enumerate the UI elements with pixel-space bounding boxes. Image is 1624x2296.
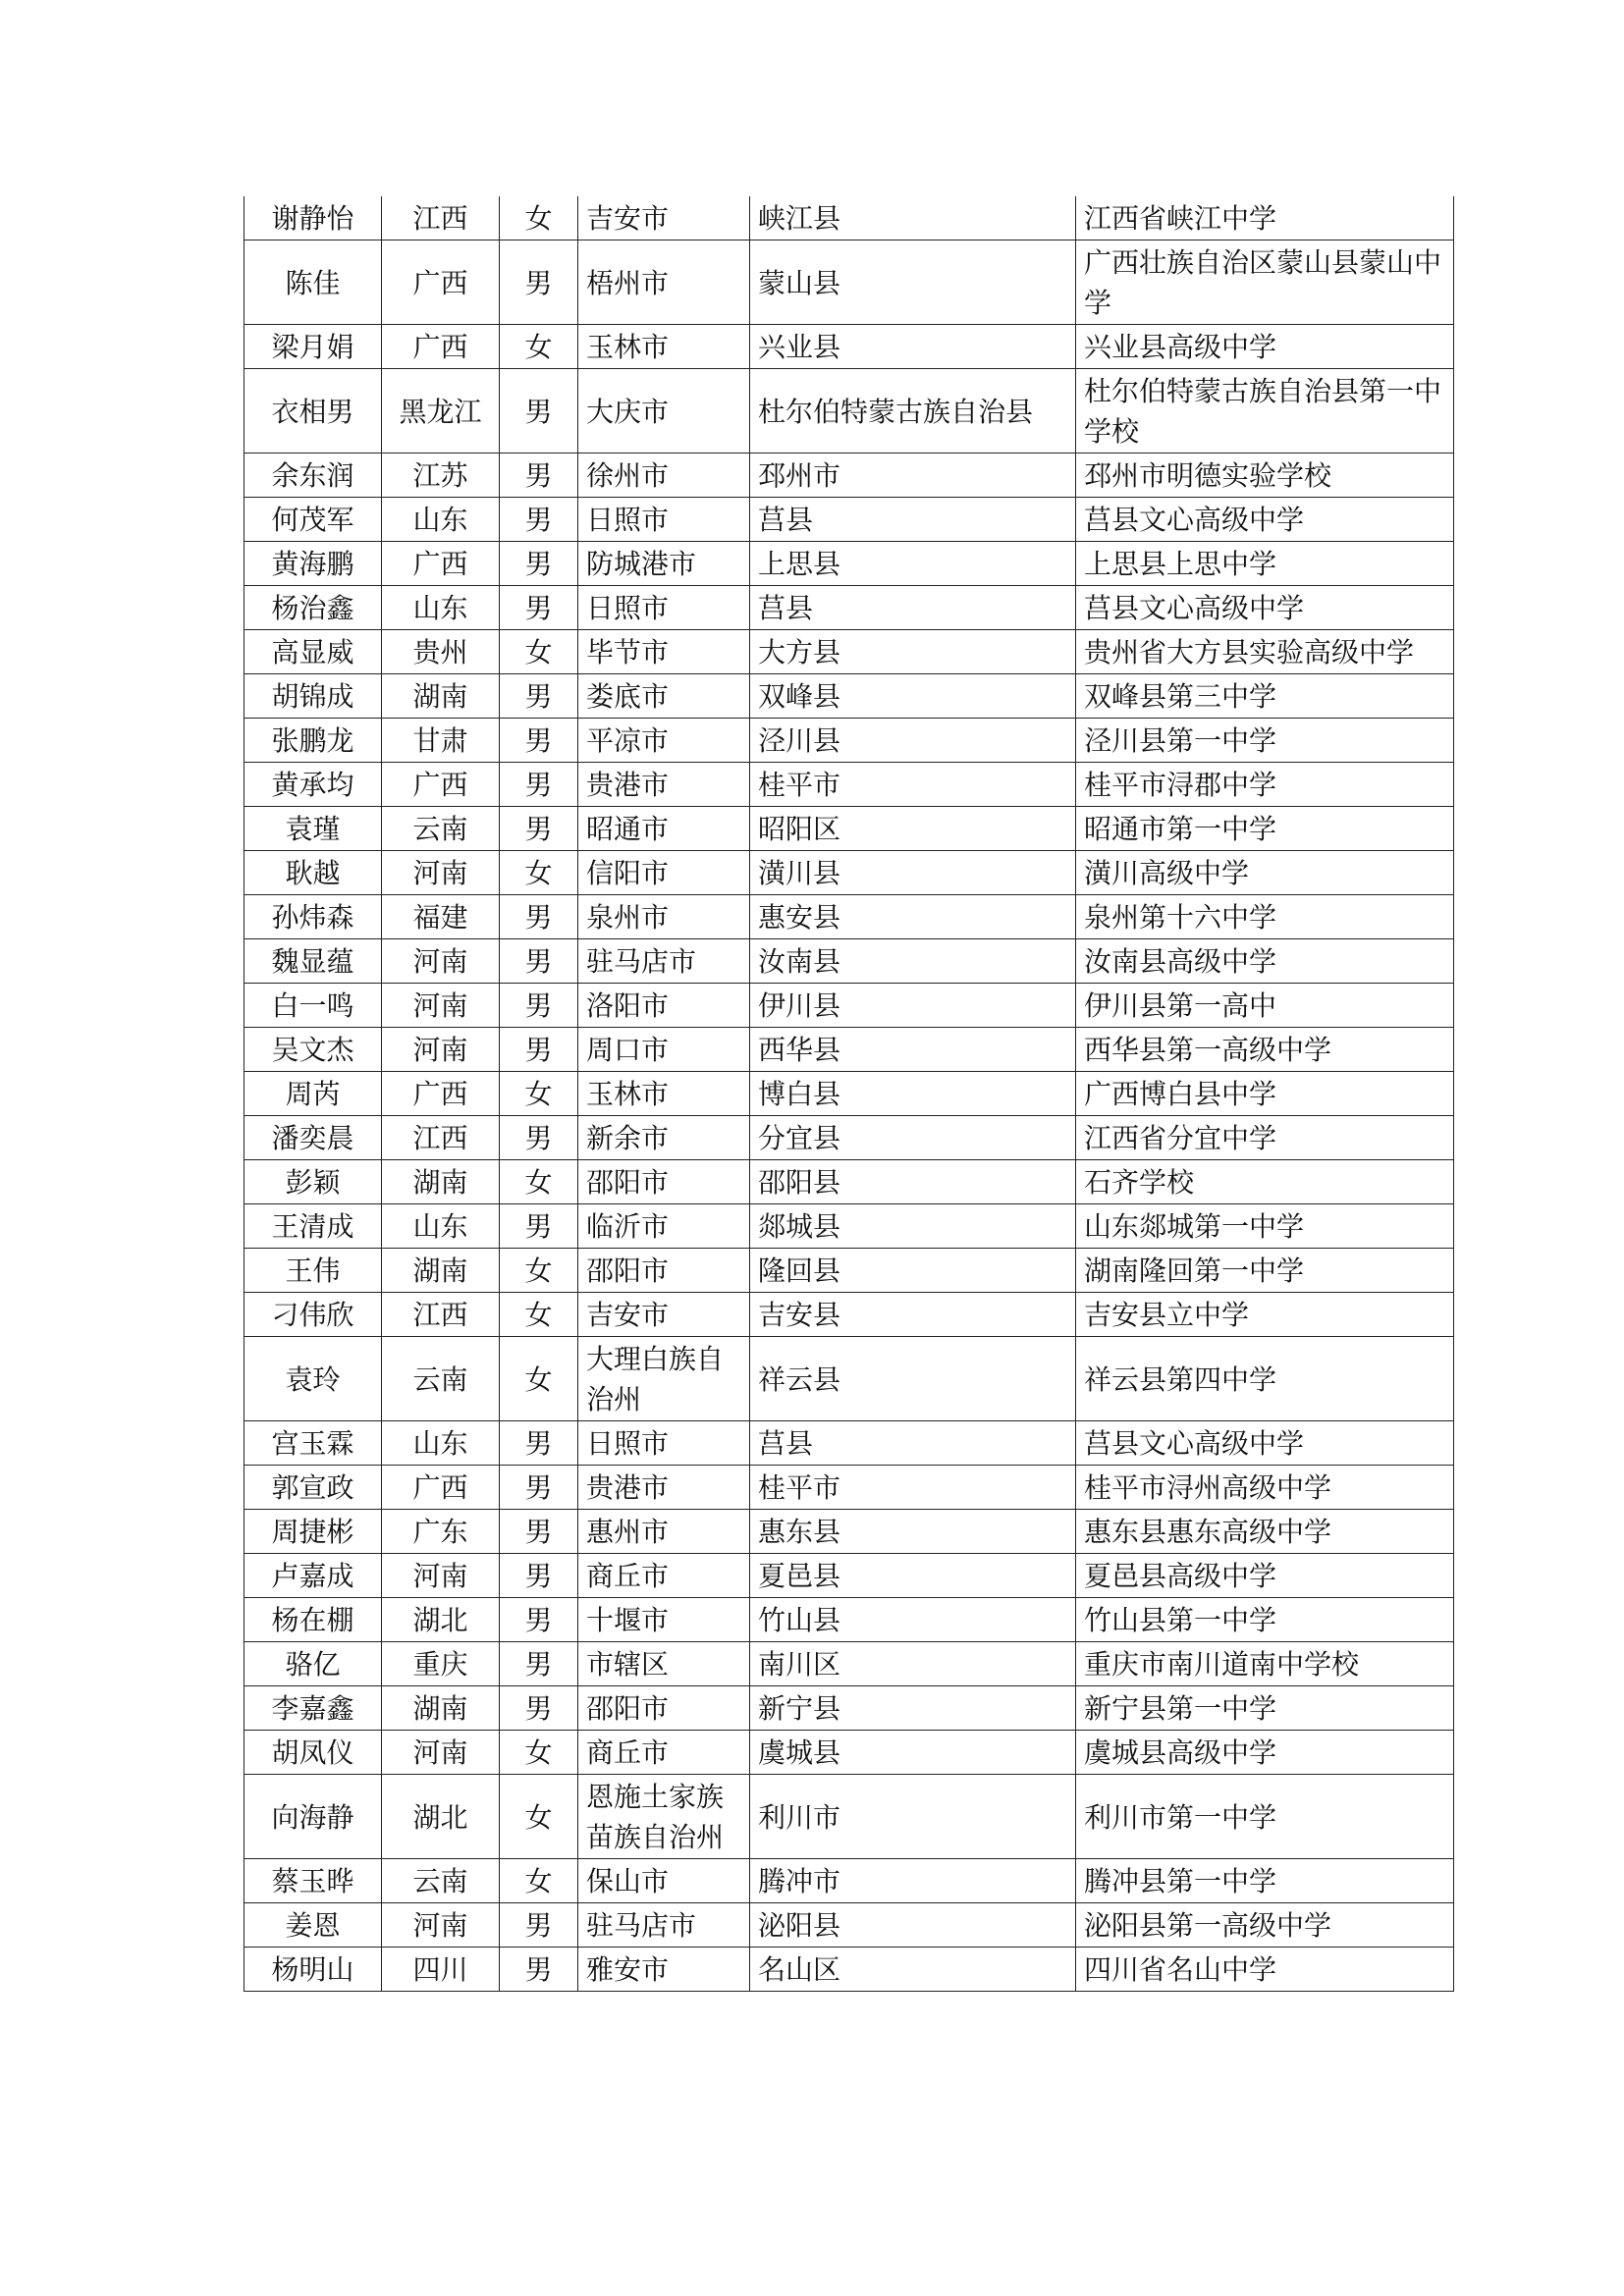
gender-cell: 男 <box>500 807 578 851</box>
city-cell: 贵港市 <box>578 1466 750 1510</box>
table-row <box>244 1903 1454 1948</box>
province-cell: 甘肃 <box>382 719 500 763</box>
table-row <box>244 498 1454 542</box>
province-cell: 江西 <box>382 1293 500 1337</box>
table-row <box>244 719 1454 763</box>
school-cell: 腾冲县第一中学 <box>1076 1859 1454 1903</box>
student-roster-table <box>244 196 1454 1992</box>
city-cell: 信阳市 <box>578 851 750 895</box>
province-cell: 贵州 <box>382 630 500 674</box>
student-name-cell: 谢静怡 <box>244 196 382 240</box>
city-cell: 惠州市 <box>578 1510 750 1554</box>
gender-cell: 女 <box>500 1337 578 1421</box>
student-name-cell: 周芮 <box>244 1072 382 1116</box>
student-name-cell: 袁玲 <box>244 1337 382 1421</box>
table-row <box>244 1028 1454 1072</box>
province-cell: 山东 <box>382 498 500 542</box>
province-cell: 山东 <box>382 1421 500 1466</box>
county-cell: 博白县 <box>750 1072 1076 1116</box>
school-cell: 潢川高级中学 <box>1076 851 1454 895</box>
school-cell: 惠东县惠东高级中学 <box>1076 1510 1454 1554</box>
gender-cell: 女 <box>500 1731 578 1775</box>
student-name-cell: 潘奕晨 <box>244 1116 382 1160</box>
table-row <box>244 1948 1454 1992</box>
student-name-cell: 梁月娟 <box>244 325 382 369</box>
city-cell: 大庆市 <box>578 369 750 454</box>
gender-cell: 男 <box>500 1466 578 1510</box>
province-cell: 福建 <box>382 895 500 939</box>
table-row <box>244 1686 1454 1731</box>
table-row <box>244 807 1454 851</box>
county-cell: 腾冲市 <box>750 1859 1076 1903</box>
county-cell: 桂平市 <box>750 1466 1076 1510</box>
city-cell: 吉安市 <box>578 1293 750 1337</box>
county-cell: 隆回县 <box>750 1249 1076 1293</box>
gender-cell: 男 <box>500 1554 578 1598</box>
student-name-cell: 刁伟欣 <box>244 1293 382 1337</box>
school-cell: 伊川县第一高中 <box>1076 984 1454 1028</box>
county-cell: 伊川县 <box>750 984 1076 1028</box>
table-row <box>244 674 1454 719</box>
school-cell: 广西博白县中学 <box>1076 1072 1454 1116</box>
province-cell: 河南 <box>382 984 500 1028</box>
school-cell: 利川市第一中学 <box>1076 1775 1454 1859</box>
city-cell: 十堰市 <box>578 1598 750 1642</box>
school-cell: 莒县文心高级中学 <box>1076 1421 1454 1466</box>
table-row <box>244 984 1454 1028</box>
city-cell: 新余市 <box>578 1116 750 1160</box>
city-cell: 商丘市 <box>578 1554 750 1598</box>
school-cell: 杜尔伯特蒙古族自治县第一中学校 <box>1076 369 1454 454</box>
province-cell: 重庆 <box>382 1642 500 1686</box>
student-name-cell: 陈佳 <box>244 240 382 325</box>
city-cell: 日照市 <box>578 498 750 542</box>
city-cell: 驻马店市 <box>578 1903 750 1948</box>
province-cell: 广东 <box>382 1510 500 1554</box>
table-row <box>244 1116 1454 1160</box>
province-cell: 云南 <box>382 1337 500 1421</box>
student-name-cell: 衣相男 <box>244 369 382 454</box>
student-name-cell: 黄承均 <box>244 763 382 807</box>
province-cell: 湖南 <box>382 674 500 719</box>
city-cell: 徐州市 <box>578 454 750 498</box>
province-cell: 河南 <box>382 1903 500 1948</box>
school-cell: 桂平市浔州高级中学 <box>1076 1466 1454 1510</box>
roster-body <box>244 196 1454 1992</box>
student-name-cell: 郭宣政 <box>244 1466 382 1510</box>
city-cell: 周口市 <box>578 1028 750 1072</box>
city-cell: 市辖区 <box>578 1642 750 1686</box>
gender-cell: 男 <box>500 1686 578 1731</box>
province-cell: 山东 <box>382 1204 500 1249</box>
gender-cell: 男 <box>500 895 578 939</box>
gender-cell: 男 <box>500 369 578 454</box>
table-row <box>244 1293 1454 1337</box>
student-name-cell: 向海静 <box>244 1775 382 1859</box>
school-cell: 桂平市浔郡中学 <box>1076 763 1454 807</box>
gender-cell: 女 <box>500 1249 578 1293</box>
county-cell: 夏邑县 <box>750 1554 1076 1598</box>
school-cell: 江西省峡江中学 <box>1076 196 1454 240</box>
school-cell: 四川省名山中学 <box>1076 1948 1454 1992</box>
student-name-cell: 白一鸣 <box>244 984 382 1028</box>
table-row <box>244 1731 1454 1775</box>
gender-cell: 男 <box>500 1903 578 1948</box>
student-name-cell: 杨治鑫 <box>244 586 382 630</box>
gender-cell: 女 <box>500 1859 578 1903</box>
gender-cell: 男 <box>500 1421 578 1466</box>
county-cell: 泾川县 <box>750 719 1076 763</box>
province-cell: 江西 <box>382 196 500 240</box>
student-name-cell: 胡锦成 <box>244 674 382 719</box>
student-name-cell: 杨在棚 <box>244 1598 382 1642</box>
province-cell: 云南 <box>382 1859 500 1903</box>
county-cell: 汝南县 <box>750 939 1076 984</box>
table-row <box>244 1160 1454 1204</box>
school-cell: 泉州第十六中学 <box>1076 895 1454 939</box>
city-cell: 雅安市 <box>578 1948 750 1992</box>
gender-cell: 女 <box>500 630 578 674</box>
province-cell: 江西 <box>382 1116 500 1160</box>
student-name-cell: 袁瑾 <box>244 807 382 851</box>
county-cell: 莒县 <box>750 586 1076 630</box>
gender-cell: 女 <box>500 325 578 369</box>
school-cell: 江西省分宜中学 <box>1076 1116 1454 1160</box>
province-cell: 云南 <box>382 807 500 851</box>
school-cell: 湖南隆回第一中学 <box>1076 1249 1454 1293</box>
table-row <box>244 1554 1454 1598</box>
county-cell: 惠安县 <box>750 895 1076 939</box>
city-cell: 贵港市 <box>578 763 750 807</box>
gender-cell: 女 <box>500 1160 578 1204</box>
school-cell: 重庆市南川道南中学校 <box>1076 1642 1454 1686</box>
county-cell: 潢川县 <box>750 851 1076 895</box>
table-row <box>244 630 1454 674</box>
student-name-cell: 张鹏龙 <box>244 719 382 763</box>
table-row <box>244 325 1454 369</box>
province-cell: 河南 <box>382 1731 500 1775</box>
city-cell: 毕节市 <box>578 630 750 674</box>
school-cell: 双峰县第三中学 <box>1076 674 1454 719</box>
county-cell: 名山区 <box>750 1948 1076 1992</box>
county-cell: 惠东县 <box>750 1510 1076 1554</box>
gender-cell: 女 <box>500 1072 578 1116</box>
county-cell: 峡江县 <box>750 196 1076 240</box>
school-cell: 兴业县高级中学 <box>1076 325 1454 369</box>
province-cell: 湖南 <box>382 1249 500 1293</box>
school-cell: 贵州省大方县实验高级中学 <box>1076 630 1454 674</box>
county-cell: 桂平市 <box>750 763 1076 807</box>
table-row <box>244 1598 1454 1642</box>
gender-cell: 男 <box>500 1510 578 1554</box>
table-row <box>244 1775 1454 1859</box>
county-cell: 祥云县 <box>750 1337 1076 1421</box>
student-name-cell: 卢嘉成 <box>244 1554 382 1598</box>
student-name-cell: 孙炜森 <box>244 895 382 939</box>
school-cell: 虞城县高级中学 <box>1076 1731 1454 1775</box>
table-row <box>244 196 1454 240</box>
table-row <box>244 763 1454 807</box>
city-cell: 恩施土家族苗族自治州 <box>578 1775 750 1859</box>
province-cell: 广西 <box>382 240 500 325</box>
gender-cell: 男 <box>500 1598 578 1642</box>
gender-cell: 男 <box>500 454 578 498</box>
city-cell: 玉林市 <box>578 1072 750 1116</box>
county-cell: 大方县 <box>750 630 1076 674</box>
county-cell: 泌阳县 <box>750 1903 1076 1948</box>
province-cell: 广西 <box>382 325 500 369</box>
table-row <box>244 1249 1454 1293</box>
school-cell: 石齐学校 <box>1076 1160 1454 1204</box>
city-cell: 娄底市 <box>578 674 750 719</box>
city-cell: 邵阳市 <box>578 1160 750 1204</box>
county-cell: 邵阳县 <box>750 1160 1076 1204</box>
city-cell: 大理白族自治州 <box>578 1337 750 1421</box>
school-cell: 昭通市第一中学 <box>1076 807 1454 851</box>
province-cell: 广西 <box>382 1072 500 1116</box>
city-cell: 玉林市 <box>578 325 750 369</box>
province-cell: 湖南 <box>382 1686 500 1731</box>
gender-cell: 男 <box>500 939 578 984</box>
school-cell: 祥云县第四中学 <box>1076 1337 1454 1421</box>
student-name-cell: 杨明山 <box>244 1948 382 1992</box>
county-cell: 吉安县 <box>750 1293 1076 1337</box>
table-row <box>244 1337 1454 1421</box>
province-cell: 河南 <box>382 851 500 895</box>
gender-cell: 男 <box>500 763 578 807</box>
student-name-cell: 王清成 <box>244 1204 382 1249</box>
county-cell: 莒县 <box>750 498 1076 542</box>
school-cell: 上思县上思中学 <box>1076 542 1454 586</box>
city-cell: 泉州市 <box>578 895 750 939</box>
city-cell: 商丘市 <box>578 1731 750 1775</box>
city-cell: 梧州市 <box>578 240 750 325</box>
table-row <box>244 1466 1454 1510</box>
student-name-cell: 余东润 <box>244 454 382 498</box>
student-name-cell: 骆亿 <box>244 1642 382 1686</box>
province-cell: 黑龙江 <box>382 369 500 454</box>
province-cell: 四川 <box>382 1948 500 1992</box>
table-row <box>244 1421 1454 1466</box>
city-cell: 平凉市 <box>578 719 750 763</box>
county-cell: 郯城县 <box>750 1204 1076 1249</box>
gender-cell: 男 <box>500 586 578 630</box>
province-cell: 湖南 <box>382 1160 500 1204</box>
county-cell: 莒县 <box>750 1421 1076 1466</box>
province-cell: 河南 <box>382 1554 500 1598</box>
gender-cell: 女 <box>500 1775 578 1859</box>
county-cell: 昭阳区 <box>750 807 1076 851</box>
student-name-cell: 李嘉鑫 <box>244 1686 382 1731</box>
gender-cell: 男 <box>500 984 578 1028</box>
school-cell: 泾川县第一中学 <box>1076 719 1454 763</box>
province-cell: 湖北 <box>382 1598 500 1642</box>
gender-cell: 男 <box>500 1028 578 1072</box>
table-row <box>244 1859 1454 1903</box>
gender-cell: 男 <box>500 1948 578 1992</box>
county-cell: 分宜县 <box>750 1116 1076 1160</box>
table-row <box>244 454 1454 498</box>
province-cell: 江苏 <box>382 454 500 498</box>
student-name-cell: 胡凤仪 <box>244 1731 382 1775</box>
table-row <box>244 542 1454 586</box>
student-name-cell: 姜恩 <box>244 1903 382 1948</box>
school-cell: 山东郯城第一中学 <box>1076 1204 1454 1249</box>
city-cell: 保山市 <box>578 1859 750 1903</box>
city-cell: 邵阳市 <box>578 1249 750 1293</box>
county-cell: 邳州市 <box>750 454 1076 498</box>
county-cell: 利川市 <box>750 1775 1076 1859</box>
school-cell: 莒县文心高级中学 <box>1076 498 1454 542</box>
table-row <box>244 851 1454 895</box>
county-cell: 兴业县 <box>750 325 1076 369</box>
county-cell: 新宁县 <box>750 1686 1076 1731</box>
city-cell: 日照市 <box>578 1421 750 1466</box>
county-cell: 竹山县 <box>750 1598 1076 1642</box>
table-row <box>244 240 1454 325</box>
city-cell: 临沂市 <box>578 1204 750 1249</box>
student-name-cell: 吴文杰 <box>244 1028 382 1072</box>
gender-cell: 男 <box>500 498 578 542</box>
province-cell: 山东 <box>382 586 500 630</box>
gender-cell: 男 <box>500 240 578 325</box>
gender-cell: 男 <box>500 719 578 763</box>
gender-cell: 男 <box>500 674 578 719</box>
table-row <box>244 1204 1454 1249</box>
student-name-cell: 耿越 <box>244 851 382 895</box>
table-row <box>244 1072 1454 1116</box>
table-row <box>244 1510 1454 1554</box>
school-cell: 汝南县高级中学 <box>1076 939 1454 984</box>
gender-cell: 女 <box>500 1293 578 1337</box>
school-cell: 广西壮族自治区蒙山县蒙山中学 <box>1076 240 1454 325</box>
table-row <box>244 1642 1454 1686</box>
gender-cell: 男 <box>500 1116 578 1160</box>
school-cell: 邳州市明德实验学校 <box>1076 454 1454 498</box>
gender-cell: 男 <box>500 1642 578 1686</box>
county-cell: 虞城县 <box>750 1731 1076 1775</box>
student-name-cell: 彭颖 <box>244 1160 382 1204</box>
gender-cell: 男 <box>500 1204 578 1249</box>
student-name-cell: 黄海鹏 <box>244 542 382 586</box>
city-cell: 防城港市 <box>578 542 750 586</box>
student-name-cell: 宫玉霖 <box>244 1421 382 1466</box>
student-name-cell: 王伟 <box>244 1249 382 1293</box>
county-cell: 蒙山县 <box>750 240 1076 325</box>
gender-cell: 女 <box>500 196 578 240</box>
county-cell: 西华县 <box>750 1028 1076 1072</box>
table-row <box>244 939 1454 984</box>
city-cell: 驻马店市 <box>578 939 750 984</box>
city-cell: 日照市 <box>578 586 750 630</box>
province-cell: 广西 <box>382 763 500 807</box>
school-cell: 夏邑县高级中学 <box>1076 1554 1454 1598</box>
county-cell: 上思县 <box>750 542 1076 586</box>
city-cell: 吉安市 <box>578 196 750 240</box>
table-row <box>244 895 1454 939</box>
city-cell: 洛阳市 <box>578 984 750 1028</box>
school-cell: 莒县文心高级中学 <box>1076 586 1454 630</box>
gender-cell: 女 <box>500 851 578 895</box>
table-row <box>244 369 1454 454</box>
county-cell: 南川区 <box>750 1642 1076 1686</box>
province-cell: 河南 <box>382 1028 500 1072</box>
county-cell: 杜尔伯特蒙古族自治县 <box>750 369 1076 454</box>
student-name-cell: 周捷彬 <box>244 1510 382 1554</box>
student-name-cell: 蔡玉晔 <box>244 1859 382 1903</box>
student-name-cell: 何茂军 <box>244 498 382 542</box>
province-cell: 广西 <box>382 542 500 586</box>
student-name-cell: 魏显蕴 <box>244 939 382 984</box>
province-cell: 河南 <box>382 939 500 984</box>
county-cell: 双峰县 <box>750 674 1076 719</box>
school-cell: 泌阳县第一高级中学 <box>1076 1903 1454 1948</box>
student-name-cell: 高显威 <box>244 630 382 674</box>
province-cell: 湖北 <box>382 1775 500 1859</box>
school-cell: 西华县第一高级中学 <box>1076 1028 1454 1072</box>
province-cell: 广西 <box>382 1466 500 1510</box>
gender-cell: 男 <box>500 542 578 586</box>
school-cell: 竹山县第一中学 <box>1076 1598 1454 1642</box>
school-cell: 新宁县第一中学 <box>1076 1686 1454 1731</box>
table-row <box>244 586 1454 630</box>
city-cell: 邵阳市 <box>578 1686 750 1731</box>
school-cell: 吉安县立中学 <box>1076 1293 1454 1337</box>
city-cell: 昭通市 <box>578 807 750 851</box>
